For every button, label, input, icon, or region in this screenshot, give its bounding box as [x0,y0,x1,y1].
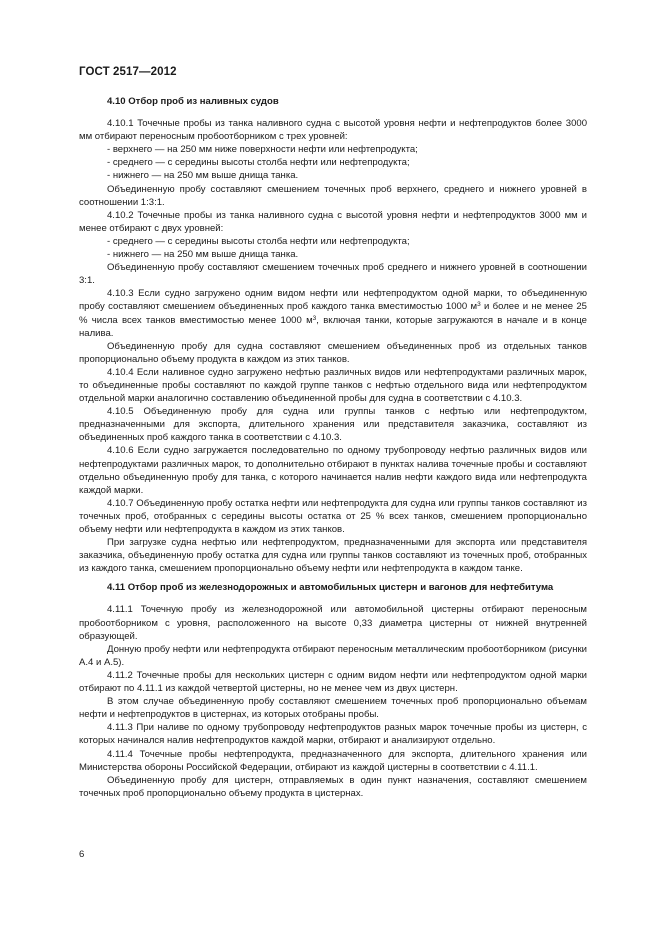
superscript: 3 [477,301,481,309]
paragraph: 4.10.6 Если судно загружается последовательно по одному трубопроводу нефтью различных видов или нефтепродуктами различных марок, то дополнительно отбирают в пунктах налива точечные пробы и составляют отдельно объединенную пробу для танка, с которого начинается налив нефти каждого вида или нефтепродукта каждой марки. [79,445,587,496]
list-item: - среднего — с середины высоты столба нефти или нефтепродукта; [107,157,410,169]
paragraph: 4.11.3 При наливе по одному трубопроводу нефтепродуктов разных марок точечные пробы из цистерн, с которых начинался налив нефтепродуктов каждой марки, отбирают и анализируют отдельно. [79,722,587,747]
paragraph: Объединенную пробу составляют смешением точечных проб среднего и нижнего уровней в соотношении 3:1. [79,262,587,287]
paragraph: 4.10.4 Если наливное судно загружено нефтью различных видов или нефтепродуктами различных марок, то объединенные пробы составляют по каждой группе танков с нефтью отдельного вида или нефтепродуктом отдельной марки аналогично составлению объединенной пробы для судна в соответствии с 4.10.3. [79,366,587,405]
section-4-11-heading: 4.11 Отбор проб из железнодорожных и автомобильных цистерн и вагонов для нефтебитума [107,582,554,594]
paragraph: Объединенную пробу для цистерн, отправляемых в один пункт назначения, составляют смешением точечных проб пропорционально объему продукта в цистернах. [79,774,587,799]
paragraph: 4.10.5 Объединенную пробу для судна или группы танков с нефтью или нефтепродуктом, предназначенными для экспорта, длительного хранения или представителя заказчика, составляют из объединенных проб каждого танка в соответствии с 4.10.3. [79,406,587,444]
paragraph: При загрузке судна нефтью или нефтепродуктом, предназначенными для экспорта или представителя заказчика, объединенную пробу остатка для судна или группы танков составляют из точечных проб, отобранных из каждого танка, смешением пропорционально объему нефти или нефтепродукта в каждом танке. [79,537,587,575]
section-4-10-heading: 4.10 Отбор проб из наливных судов [107,96,279,107]
paragraph: 4.10.7 Объединенную пробу остатка нефти или нефтепродукта для судна или группы танков составляют из точечных проб, отобранных с середины высоты остатка от 25 % всех танков, смешением пропорционально объему нефти или нефтепродукта в каждом из этих танков. [79,497,587,535]
page-number: 6 [79,849,85,860]
paragraph: 4.10.2 Точечные пробы из танка наливного судна с высотой уровня нефти и нефтепродуктов 3000 мм и менее отбирают с двух уровней: [79,209,587,234]
list-item: - верхнего — на 250 мм ниже поверхности нефти или нефтепродукта; [107,144,418,156]
paragraph: Донную пробу нефти или нефтепродукта отбирают переносным металлическим пробоотборником (рисунки А.4 и А.5). [79,643,587,668]
paragraph: 4.11.1 Точечную пробу из железнодорожной или автомобильной цистерны отбирают переносным пробоотборником с уровня, расположенного на высоте 0,33 диаметра цистерны от нижней внутренней образующей. [79,604,587,642]
paragraph-4-10-3 [79,287,587,339]
paragraph: 4.10.1 Точечные пробы из танка наливного судна с высотой уровня нефти и нефтепродуктов более 3000 мм отбирают переносным пробоотборником с трех уровней: [79,118,587,143]
list-item: - нижнего — на 250 мм выше днища танка. [107,249,299,261]
paragraph: Объединенную пробу для судна составляют смешением объединенных проб из отдельных танков пропорционально объему продукта в каждом из этих танков. [79,340,587,365]
list-item: - среднего — с середины высоты столба нефти или нефтепродукта; [107,235,410,247]
paragraph: 4.11.4 Точечные пробы нефтепродукта, предназначенного для экспорта, длительного хранения или Министерства обороны Российской Федерации, отбирают из каждой цистерны в соответствии с 4.11.1. [79,748,587,773]
text-run: и более и не менее 25 % числа всех танков вместимостью менее 1000 м [79,301,587,326]
paragraph: В этом случае объединенную пробу составляют смешением точечных проб пропорционально объемам нефти и нефтепродуктов в цистернах, из которых отобраны пробы. [79,696,587,721]
paragraph: Объединенную пробу составляют смешением точечных проб верхнего, среднего и нижнего уровней в соотношении 1:3:1. [79,183,587,208]
text-run: 4.10.3 Если судно загружено одним видом нефти или нефтепродуктом одной марки, то объединенную пробу составляют смешением объединенных проб каждого танка вместимостью 1000 м [79,288,587,313]
list-item: - нижнего — на 250 мм выше днища танка. [107,170,299,182]
superscript: 3 [312,314,317,322]
paragraph: 4.11.2 Точечные пробы для нескольких цистерн с одним видом нефти или нефтепродуктом одной марки отбирают по 4.11.1 из каждой четвертой цистерны, но не менее чем из двух цистерн. [79,669,587,695]
document-body [79,95,587,800]
text-run: , включая танки, которые загружаются в начале и в конце налива. [79,314,587,339]
standard-header: ГОСТ 2517—2012 [79,66,177,78]
